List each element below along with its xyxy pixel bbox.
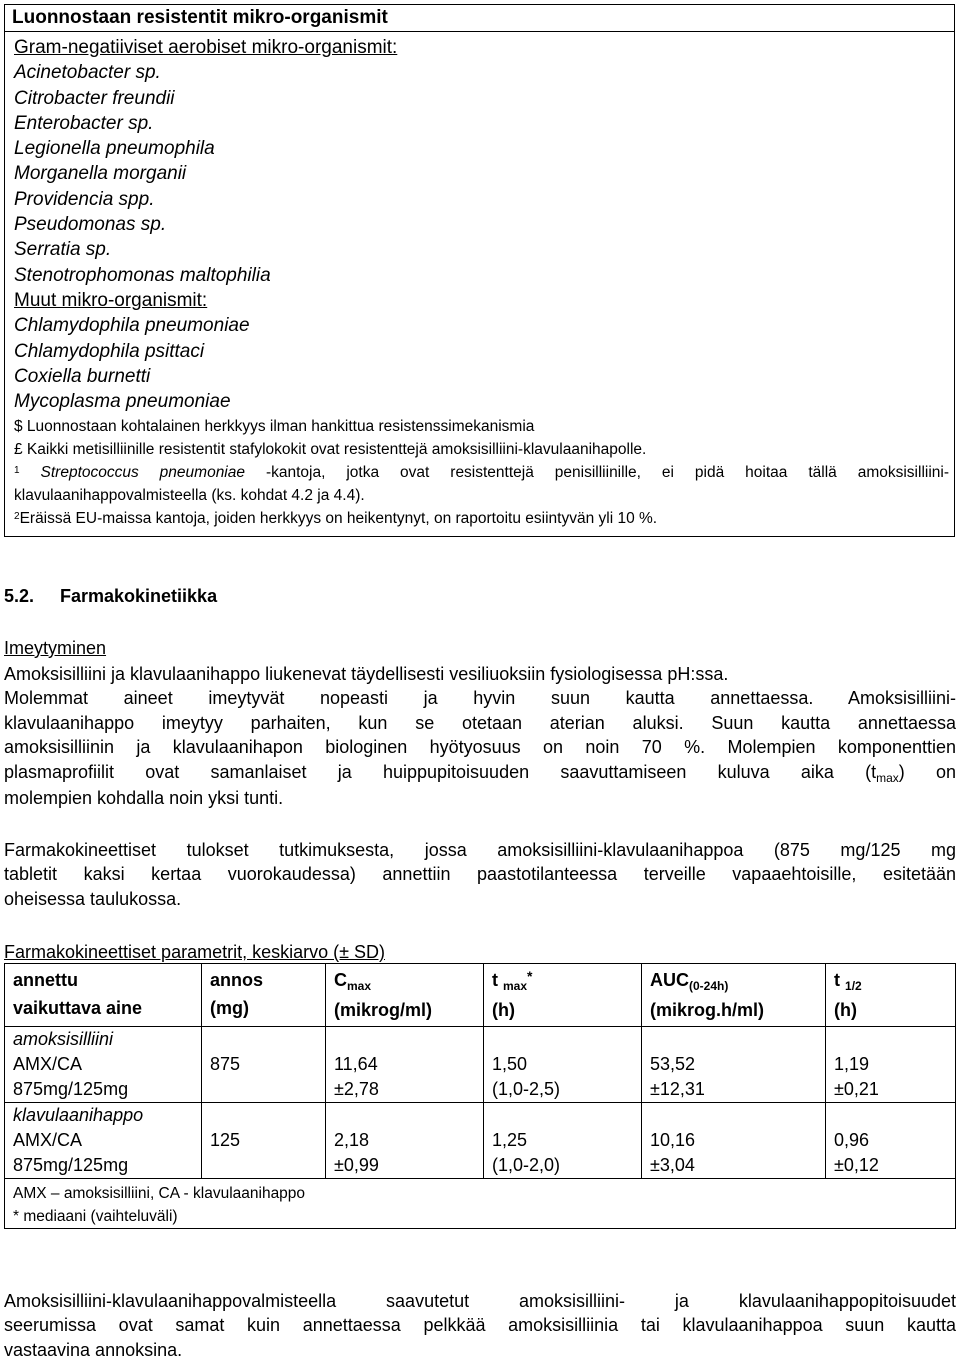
cell-text: ±0,12: [834, 1155, 879, 1175]
header-text: (h): [834, 1000, 857, 1020]
paragraph-line: Amoksisilliini-klavulaanihappovalmisteella saavutetut amoksisilliini- ja klavulaanihappopitoisuudet: [4, 1291, 956, 1311]
organism-item: Mycoplasma pneumoniae: [14, 391, 231, 413]
table-footnote-cell: [5, 1179, 956, 1229]
header-text: [650, 966, 825, 996]
caption-text: Farmakokineettiset parametrit, keskiarvo (± SD): [4, 942, 385, 962]
header-text: (h): [492, 1000, 515, 1020]
organism-list: [14, 35, 397, 414]
table-cell: [202, 1027, 326, 1103]
paragraph-line: oheisessa taulukossa.: [4, 888, 182, 909]
header-cell: [326, 964, 484, 1027]
paragraph-text: ) on: [898, 761, 956, 782]
table-cell: [484, 1103, 642, 1179]
section-number: 5.2.: [4, 586, 35, 606]
cell-text: 0,96: [834, 1130, 870, 1150]
header-text: (mg): [210, 998, 249, 1018]
note-1: [14, 461, 949, 484]
paragraph-line: Molemmat aineet imeytyvät nopeasti ja hyvin suun kautta annettaessa. Amoksisilliini-: [4, 688, 956, 709]
note-pound: £ Kaikki metisilliinille resistentit stafylokokit ovat resistenttejä amoksisilliini-klavulaanihapolle.: [14, 441, 647, 458]
resistant-heading: Luonnostaan resistentit mikro-organismit: [4, 4, 955, 32]
organism-item: Pseudomonas sp.: [14, 214, 167, 236]
header-cell: [826, 964, 956, 1027]
cell-text: 1,19: [834, 1054, 870, 1074]
cell-text: ±0,21: [834, 1079, 879, 1099]
table-footnote-row: [5, 1179, 956, 1229]
organism-item: Citrobacter freundii: [14, 87, 175, 109]
header-symbol: AUC: [650, 970, 689, 990]
table-cell: [642, 1027, 826, 1103]
table-row: [5, 1103, 956, 1179]
footnote-marker: 2: [14, 511, 20, 522]
paragraph-line: [4, 760, 956, 786]
note-dollar: $ Luonnostaan kohtalainen herkkyys ilman hankittua resistenssimekanismia: [14, 418, 535, 435]
organism-item: Serratia sp.: [14, 239, 112, 261]
section-title: Farmakokinetiikka: [60, 586, 218, 606]
section-heading: [4, 586, 217, 607]
cell-text: 11,64: [334, 1054, 378, 1074]
table-row: [5, 1027, 956, 1103]
header-cell: [202, 964, 326, 1027]
table-cell: [5, 1027, 202, 1103]
cell-text: 1,25: [492, 1130, 528, 1150]
table-cell: [642, 1103, 826, 1179]
note-1-organism: Streptococcus pneumoniae: [40, 464, 245, 481]
table-cell: [326, 1103, 484, 1179]
absorption-paragraph: [4, 662, 956, 810]
header-text: [834, 966, 955, 996]
footnote: * mediaani (vaihteluväli): [13, 1208, 178, 1225]
subscript: max: [347, 979, 372, 993]
header-text: (mikrog.h/ml): [650, 1000, 765, 1020]
cell-text: 2,18: [334, 1130, 370, 1150]
cell-text: (1,0-2,5): [492, 1079, 561, 1099]
table-cell: [202, 1103, 326, 1179]
note-2: [14, 507, 949, 530]
organism-item: Providencia spp.: [14, 188, 155, 210]
cell-text: 875mg/125mg: [13, 1079, 129, 1099]
paragraph-text: plasmaprofiilit ovat samanlaiset ja huippupitoisuuden saavuttamiseen kuluva aika (t: [4, 761, 877, 782]
pk-table: [4, 963, 956, 1229]
substance-label: amoksisilliini: [13, 1029, 114, 1049]
header-text: vaikuttava aine: [13, 998, 143, 1018]
cell-text: 875mg/125mg: [13, 1155, 129, 1175]
cell-text: (1,0-2,0): [492, 1155, 561, 1175]
cell-text: ±0,99: [334, 1155, 379, 1175]
header-symbol: C: [334, 970, 347, 990]
resistance-notes: [14, 415, 949, 530]
header-text: annos: [210, 970, 264, 990]
organism-item: Stenotrophomonas maltophilia: [14, 264, 271, 286]
table-cell: [826, 1027, 956, 1103]
header-cell: [484, 964, 642, 1027]
table-cell: [484, 1027, 642, 1103]
asterisk: *: [527, 968, 533, 984]
header-symbol: t: [834, 970, 840, 990]
note-1-text: -kantoja, jotka ovat resistenttejä penisilliinille, ei pidä hoitaa tällä amoksisilliini-: [265, 464, 949, 481]
paragraph-line: molempien kohdalla noin yksi tunti.: [4, 788, 284, 809]
cell-text: 1,50: [492, 1054, 528, 1074]
table-cell: [5, 1103, 202, 1179]
paragraph-line: Farmakokineettiset tulokset tutkimuksesta, jossa amoksisilliini-klavulaanihappoa (875 mg/125 mg: [4, 840, 956, 860]
group-heading-other: Muut mikro-organismit:: [14, 289, 208, 311]
closing-paragraph: [4, 1289, 956, 1362]
subscript: max: [503, 979, 528, 993]
cell-text: 10,16: [650, 1130, 696, 1150]
organism-item: Legionella pneumophila: [14, 138, 215, 160]
table-header-row: [5, 964, 956, 1027]
note-1-continuation: klavulaanihappovalmisteella (ks. kohdat 4.2 ja 4.4).: [14, 487, 365, 504]
header-text: [492, 966, 641, 996]
paragraph-line: vastaavina annoksina.: [4, 1339, 183, 1360]
note-2-text: Eräissä EU-maissa kantoja, joiden herkkyys on heikentynyt, on raportoitu esiintyvän yli 10 %.: [19, 510, 658, 527]
header-text: (mikrog/ml): [334, 1000, 433, 1020]
cell-text: 125: [210, 1130, 241, 1150]
organism-item: Coxiella burnetti: [14, 365, 151, 387]
absorption-heading: Imeytyminen: [4, 638, 107, 658]
paragraph-line: tabletit kaksi kertaa vuorokaudessa) annettiin paastotilanteessa terveille vapaaehtoisille, esitetään: [4, 864, 956, 885]
subscript: 1/2: [845, 979, 862, 993]
footnote-marker: 1: [14, 465, 20, 476]
cell-text: 875: [210, 1054, 241, 1074]
organism-item: Enterobacter sp.: [14, 112, 154, 134]
organism-item: Acinetobacter sp.: [14, 62, 161, 84]
header-cell: [642, 964, 826, 1027]
cell-text: ±3,04: [650, 1155, 695, 1175]
paragraph-line: klavulaanihappo imeytyy parhaiten, kun se otetaan aterian aluksi. Suun kautta annettaessa: [4, 712, 956, 733]
cell-text: AMX/CA: [13, 1130, 83, 1150]
header-cell: [5, 964, 202, 1027]
group-heading-gram-negative: Gram-negatiiviset aerobiset mikro-organismit:: [14, 37, 398, 58]
cell-text: ±12,31: [650, 1079, 705, 1099]
organism-item: Chlamydophila pneumoniae: [14, 315, 250, 337]
organism-item: Chlamydophila psittaci: [14, 340, 205, 362]
cell-text: ±2,78: [334, 1079, 379, 1099]
substance-label: klavulaanihappo: [13, 1105, 144, 1125]
paragraph-line: Amoksisilliini ja klavulaanihappo liukenevat täydellisesti vesiliuoksiin fysiologisessa pH:ssa.: [4, 664, 729, 684]
paragraph-line: amoksisilliinin ja klavulaanihapon biologinen hyötyosuus on noin 70 %. Molempien komponenttien: [4, 737, 956, 758]
table-caption: [4, 942, 385, 963]
cell-text: AMX/CA: [13, 1054, 83, 1074]
header-symbol: t: [492, 970, 498, 990]
header-text: [334, 966, 483, 996]
table-cell: [326, 1027, 484, 1103]
study-paragraph: [4, 838, 956, 911]
header-text: annettu: [13, 970, 78, 990]
cell-text: 53,52: [650, 1054, 696, 1074]
subscript: (0-24h): [689, 979, 729, 993]
paragraph-line: seerumissa ovat samat kuin annettaessa pelkkää amoksisilliinia tai klavulaanihappoa suun kautta: [4, 1315, 956, 1336]
table-cell: [826, 1103, 956, 1179]
footnote: AMX – amoksisilliini, CA - klavulaanihappo: [13, 1185, 306, 1202]
organism-item: Morganella morganii: [14, 163, 187, 185]
subscript: max: [876, 770, 899, 785]
